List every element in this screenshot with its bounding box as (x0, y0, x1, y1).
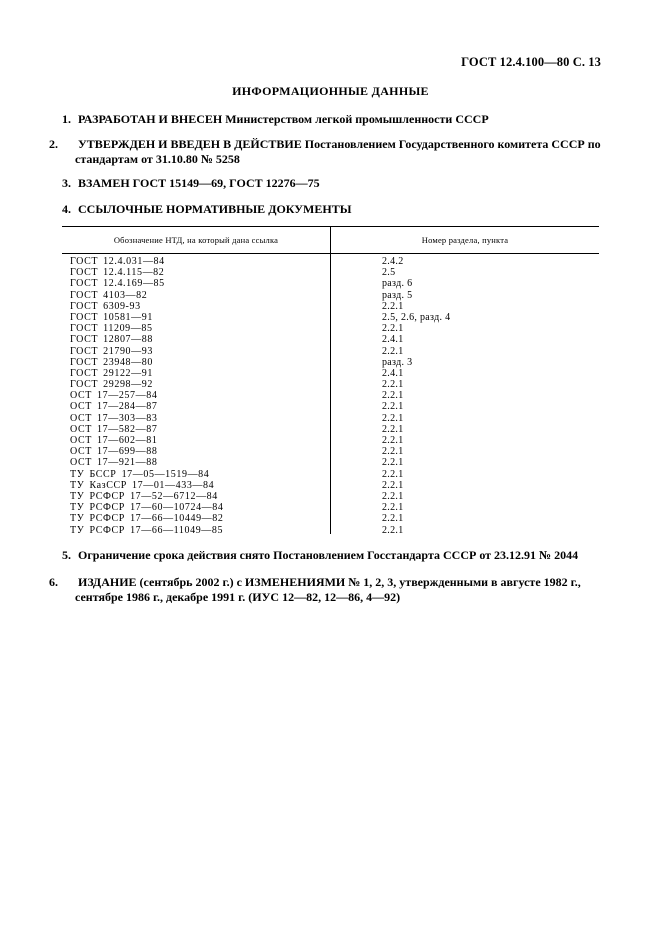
section-replaces (62, 176, 607, 191)
row-document: ОСТ 17—602—81 (70, 435, 158, 446)
row-section: разд. 6 (382, 278, 413, 290)
table-row (62, 502, 599, 513)
row-document: ТУ РСФСР 17—60—10724—84 (70, 502, 224, 514)
table-row (62, 368, 599, 379)
row-document: ГОСТ 23948—80 (70, 356, 153, 368)
section-number: 3. (62, 176, 71, 190)
row-section: разд. 5 (382, 289, 413, 301)
section-text: (сентябрь 2002 г.) с ИЗМЕНЕНИЯМИ № 1, 2, 3, утвержденными в августе 1982 г., сентябре 1986 г., декабре 1991 г. (ИУС 12—82, 12—86, 4—92) (75, 575, 581, 604)
table-row (62, 446, 599, 457)
row-document: ОСТ 17—303—83 (70, 412, 158, 424)
row-document: ГОСТ 4103—82 (70, 289, 148, 301)
document-title: ИНФОРМАЦИОННЫЕ ДАННЫЕ (232, 84, 429, 98)
section-text: Ограничение срока действия снято Постановлением Госстандарта СССР от 23.12.91 № 2044 (78, 548, 579, 562)
table-row (62, 379, 599, 390)
table-row (62, 469, 599, 480)
row-document: ТУ РСФСР 17—52—6712—84 (70, 490, 218, 502)
row-section: 2.2.1 (382, 345, 404, 357)
section-number: 5. (62, 548, 71, 562)
row-section: 2.2.1 (382, 412, 404, 424)
row-document: ГОСТ 12807—88 (70, 334, 153, 346)
section-approved (49, 137, 620, 167)
row-section: 2.2.1 (382, 435, 404, 446)
row-document: ГОСТ 10581—91 (70, 311, 153, 323)
row-document: ГОСТ 29122—91 (70, 367, 153, 379)
row-document: ГОСТ 29298—92 (70, 379, 153, 391)
table-row (62, 278, 599, 289)
row-document: ОСТ 17—284—87 (70, 401, 158, 413)
section-number: 4. (62, 202, 71, 216)
row-document: ТУ РСФСР 17—66—11049—85 (70, 524, 224, 536)
table-row (62, 491, 599, 502)
row-section: 2.2.1 (382, 390, 404, 402)
table-row (62, 312, 599, 323)
section-heading: ВЗАМЕН ГОСТ 15149—69, ГОСТ 12276—75 (78, 176, 320, 190)
row-section: 2.2.1 (382, 401, 404, 413)
row-document: ТУ РСФСР 17—66—10449—82 (70, 513, 224, 525)
row-section: 2.5, 2.6, разд. 4 (382, 311, 451, 323)
section-heading: ИЗДАНИЕ (78, 575, 137, 589)
row-section: 2.2.1 (382, 300, 404, 312)
row-section: 2.4.2 (382, 256, 404, 267)
table-row (62, 323, 599, 334)
table-row (62, 525, 599, 536)
row-document: ТУ БССР 17—05—1519—84 (70, 468, 210, 480)
section-developed-by (62, 112, 607, 127)
section-validity (62, 548, 607, 563)
table-row (62, 390, 599, 401)
table-row (62, 334, 599, 345)
row-section: 2.2.1 (382, 524, 404, 536)
row-document: ГОСТ 12.4.031—84 (70, 256, 165, 267)
row-section: 2.2.1 (382, 490, 404, 502)
column-header-section: Номер раздела, пункта (421, 235, 509, 245)
section-number: 2. (49, 137, 58, 151)
row-document: ГОСТ 12.4.169—85 (70, 278, 165, 290)
row-document: ГОСТ 6309-93 (70, 300, 141, 312)
table-row (62, 256, 599, 267)
table-row (62, 480, 599, 491)
row-section: 2.4.1 (382, 334, 404, 346)
row-section: 2.2.1 (382, 323, 404, 335)
row-section: 2.2.1 (382, 513, 404, 525)
section-heading: ССЫЛОЧНЫЕ НОРМАТИВНЫЕ ДОКУМЕНТЫ (78, 202, 352, 216)
row-section: 2.2.1 (382, 479, 404, 491)
table-row (62, 413, 599, 424)
row-section: 2.2.1 (382, 446, 404, 458)
row-section: 2.4.1 (382, 367, 404, 379)
row-section: 2.2.1 (382, 379, 404, 391)
row-section: 2.2.1 (382, 457, 404, 469)
row-section: 2.2.1 (382, 502, 404, 514)
row-document: ГОСТ 11209—85 (70, 323, 153, 335)
row-section: разд. 3 (382, 356, 413, 368)
table-row (62, 267, 599, 278)
section-reference-documents (62, 202, 607, 217)
row-section: 2.2.1 (382, 423, 404, 435)
row-document: ОСТ 17—699—88 (70, 446, 158, 458)
table-row (62, 357, 599, 368)
row-section: 2.5 (382, 267, 396, 279)
row-section: 2.2.1 (382, 468, 404, 480)
table-row (62, 513, 599, 524)
section-heading: УТВЕРЖДЕН И ВВЕДЕН В ДЕЙСТВИЕ (78, 137, 302, 151)
table-row (62, 290, 599, 301)
table-row (62, 301, 599, 312)
section-heading: РАЗРАБОТАН И ВНЕСЕН (78, 112, 223, 126)
column-header-document: Обозначение НТД, на который дана ссылка (113, 235, 279, 245)
table-row (62, 435, 599, 446)
table-body (62, 256, 599, 536)
table-row (62, 424, 599, 435)
section-number: 1. (62, 112, 71, 126)
section-text: Министерством легкой промышленности СССР (225, 112, 489, 126)
section-number: 6. (49, 575, 58, 589)
section-text: Постановлением Государственного комитета СССР по стандартам от 31.10.80 № 5258 (75, 137, 601, 166)
table-row (62, 346, 599, 357)
row-document: ГОСТ 12.4.115—82 (70, 267, 165, 279)
row-document: ГОСТ 21790—93 (70, 345, 153, 357)
table-row (62, 401, 599, 412)
row-document: ОСТ 17—582—87 (70, 423, 158, 435)
row-document: ТУ КазССР 17—01—433—84 (70, 479, 215, 491)
table-row (62, 457, 599, 468)
reference-table (62, 226, 599, 536)
page-header: ГОСТ 12.4.100—80 С. 13 (461, 55, 601, 69)
section-edition (49, 575, 620, 605)
row-document: ОСТ 17—257—84 (70, 390, 158, 402)
row-document: ОСТ 17—921—88 (70, 457, 158, 469)
